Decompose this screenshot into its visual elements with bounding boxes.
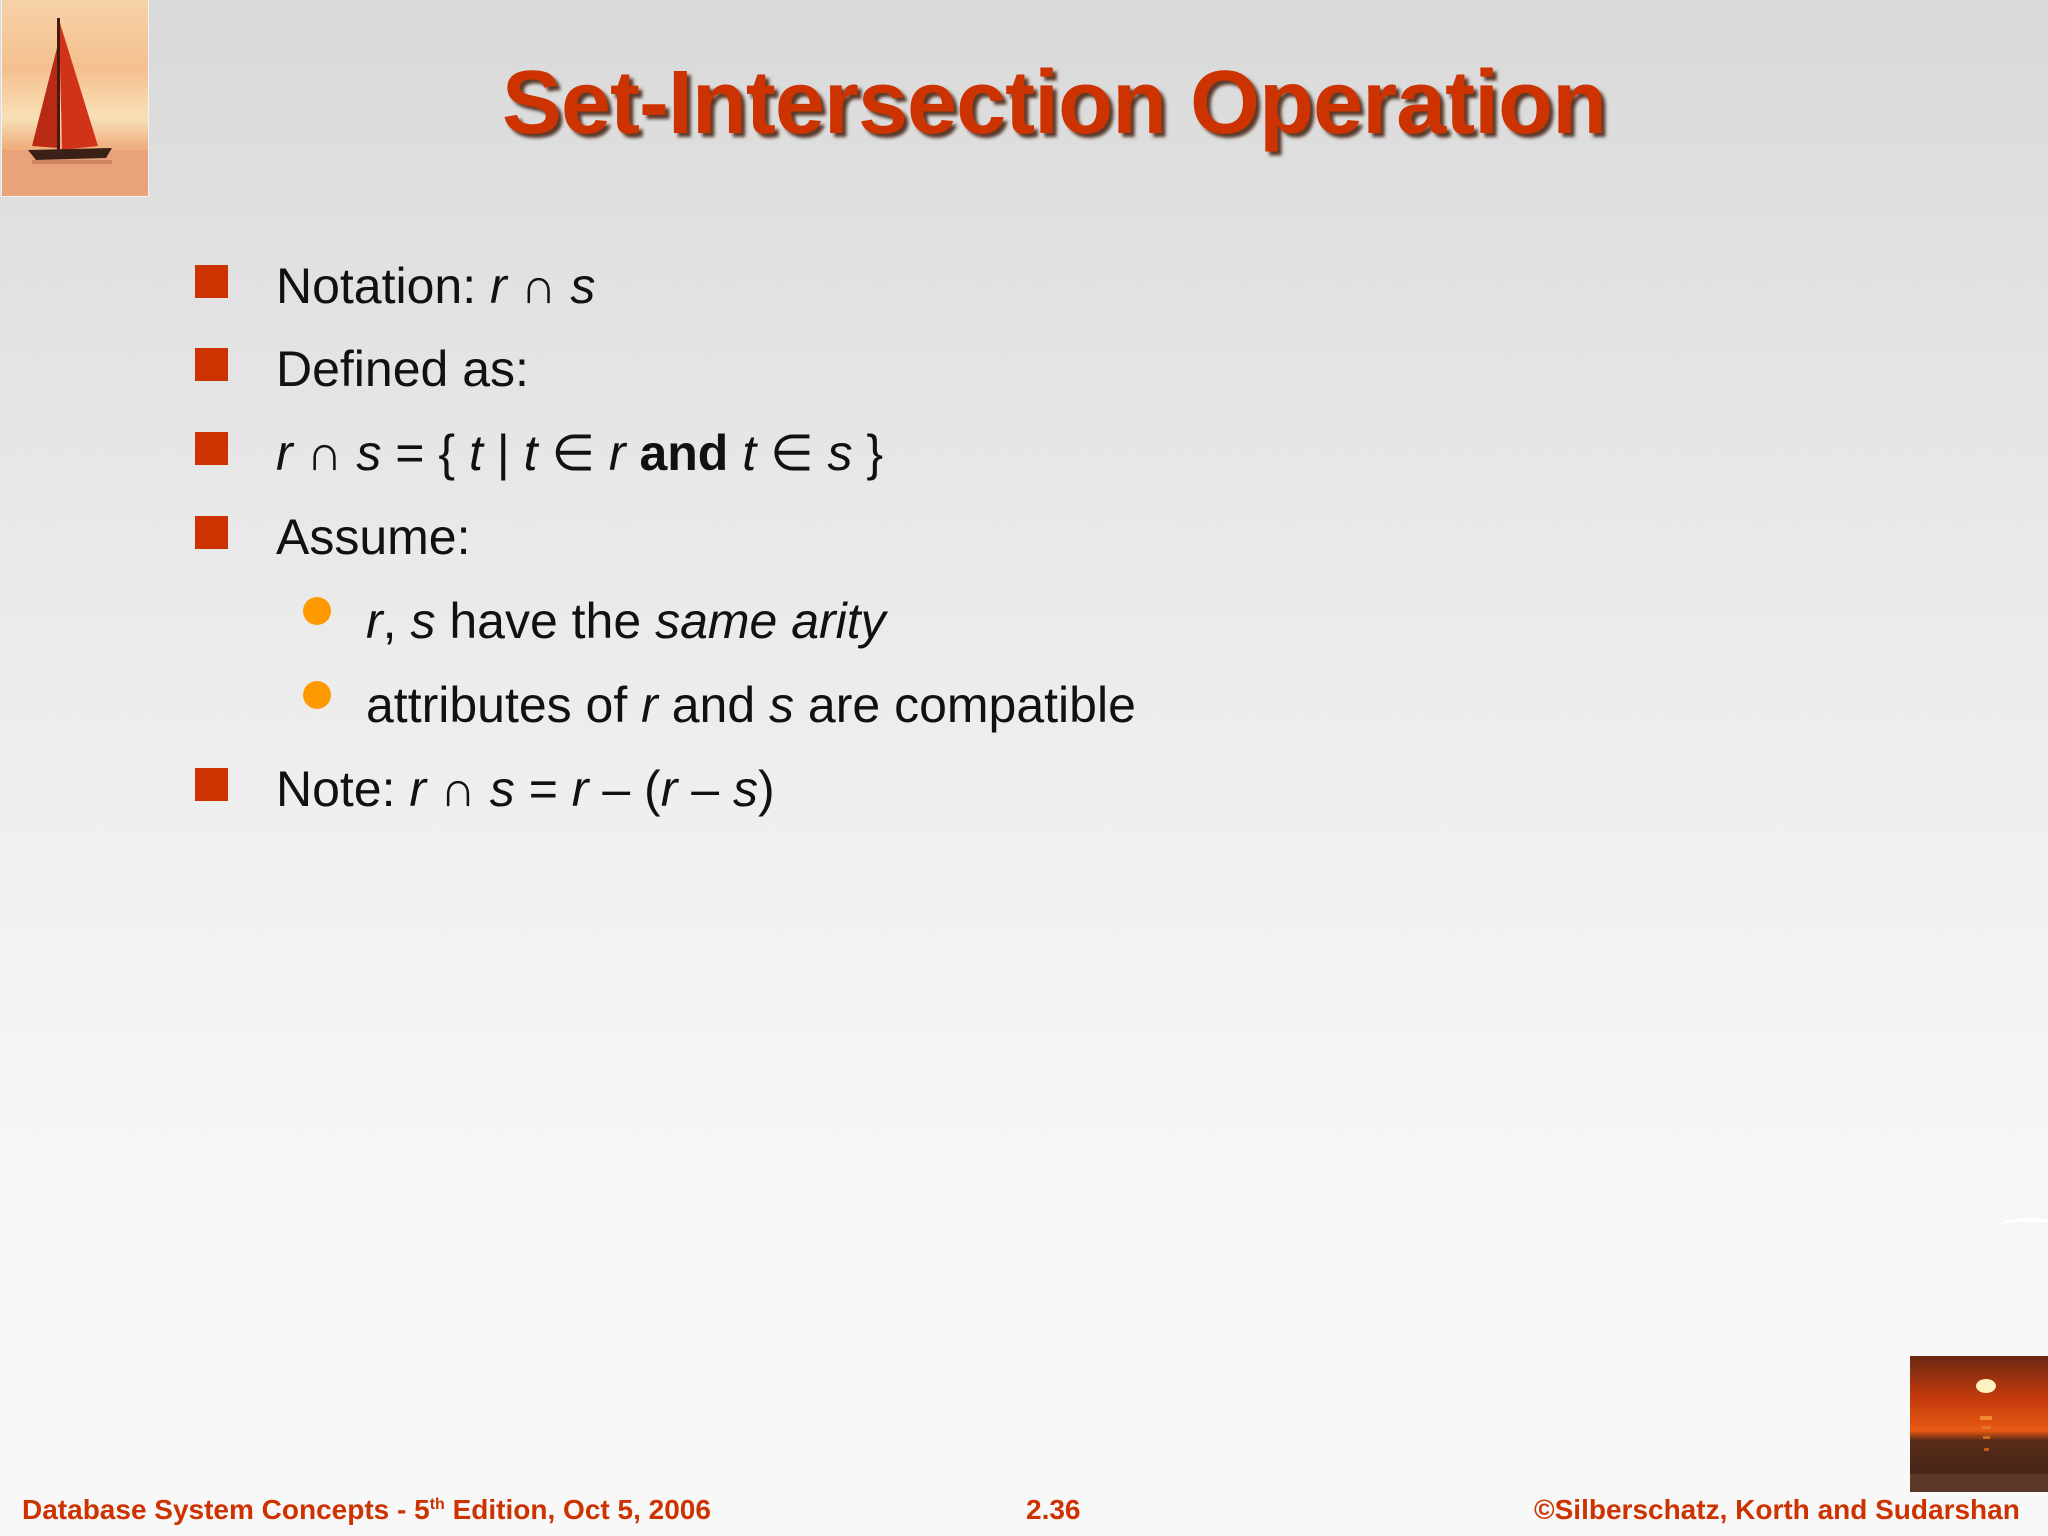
bullet-square-icon	[195, 265, 228, 298]
bullet-square-icon	[195, 432, 228, 465]
bullet-dot-icon	[303, 681, 331, 709]
bullet-dot-icon	[303, 597, 331, 625]
sub-bullet-compatible: attributes of r and s are compatible	[366, 677, 1136, 733]
bullet-square-icon	[195, 348, 228, 381]
decorative-swoosh	[2000, 1218, 2048, 1232]
bullet-note: Note: r ∩ s = r – (r – s)	[276, 761, 775, 817]
sub-bullet-same-arity: r, s have the same arity	[366, 593, 886, 649]
bullet-notation: Notation: r ∩ s	[276, 258, 596, 314]
slide-title: Set-Intersection Operation	[501, 53, 1607, 153]
bullet-assume: Assume:	[276, 509, 471, 565]
sunset-corner-image	[1910, 1356, 2048, 1492]
bullet-square-icon	[195, 768, 228, 801]
bullet-defined-as: Defined as:	[276, 341, 529, 397]
footer-copyright: ©Silberschatz, Korth and Sudarshan	[1534, 1494, 2020, 1525]
footer-book-title: Database System Concepts - 5th Edition, Oct 5, 2006	[22, 1494, 711, 1525]
bullet-definition-formula: r ∩ s = { t | t ∈ r and t ∈ s }	[276, 425, 884, 481]
footer-page-number: 2.36	[1026, 1494, 1081, 1525]
bullet-square-icon	[195, 516, 228, 549]
